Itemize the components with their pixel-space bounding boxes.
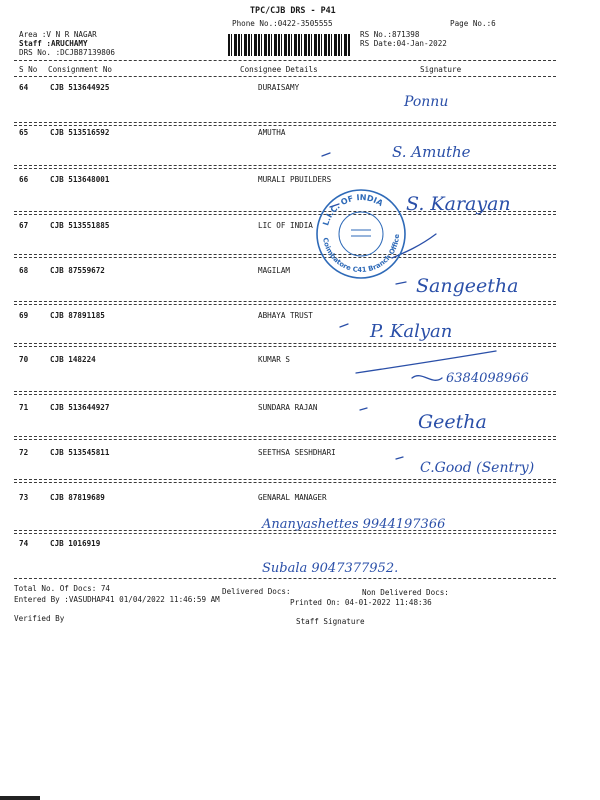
row-consignee: LIC OF INDIA [258,221,313,230]
phone-number: Phone No.:0422-3505555 [232,19,333,28]
signature-amutha: S. Amuthe [392,143,471,161]
stamp-top-text: L.I.C. OF INDIA [321,192,385,227]
row-sno: 65 [19,128,29,137]
signature-sundara: Geetha [418,411,487,433]
row-sno: 74 [19,539,29,548]
row-consignment: CJB 148224 [50,355,96,364]
row-consignee: SEETHSA SESHDHARI [258,448,336,457]
drs-number: DRS No. :DCJB87139806 [19,48,116,57]
rs-date: RS Date:04-Jan-2022 [360,39,447,48]
row-consignment: CJB 513644925 [50,83,110,92]
row-sno: 73 [19,493,29,502]
column-consignment: Consignment No [48,65,113,74]
signature-kumar-phone: 6384098966 [446,371,529,386]
row-consignment: CJB 87559672 [50,266,105,275]
row-sno: 66 [19,175,29,184]
row-consignment: CJB 513644927 [50,403,110,412]
row-consignee: ABHAYA TRUST [258,311,313,320]
column-signature: Signature [420,65,462,74]
delivered-docs: Delivered Docs: [222,587,291,596]
row-consignment: CJB 87891185 [50,311,105,320]
row-consignment: CJB 1016919 [50,539,101,548]
column-sno: S No [19,65,38,74]
row-sno: 68 [19,266,29,275]
row-consignee: SUNDARA RAJAN [258,403,318,412]
rs-number: RS No.:871398 [360,30,420,39]
row-sno: 67 [19,221,29,230]
stamp-inner-ring [339,212,383,256]
signature-murali: S. Karayan [406,193,511,215]
row-sno: 64 [19,83,29,92]
printed-on: Printed On: 04-01-2022 11:48:36 [290,598,432,607]
tick-mark [322,153,330,156]
row-consignee: KUMAR S [258,355,291,364]
verified-by: Verified By [14,614,65,623]
row-consignment: CJB 513545811 [50,448,110,457]
tick-mark [396,282,406,284]
entered-by: Entered By :VASUDHAP41 01/04/2022 11:46:59 AM [14,595,220,604]
non-delivered-docs: Non Delivered Docs: [362,588,449,597]
document-title: TPC/CJB DRS - P41 [250,5,336,15]
total-docs: Total No. Of Docs: 74 [14,584,111,593]
row-sno: 72 [19,448,29,457]
column-consignee: Consignee Details [240,65,318,74]
row-consignment: CJB 513516592 [50,128,110,137]
row-sno: 70 [19,355,29,364]
signature-row-74: Subala 9047377952. [262,561,399,576]
signature-kumar-stroke [356,351,496,373]
lic-stamp [313,186,409,282]
row-consignee: DURAISAMY [258,83,300,92]
row-sno: 69 [19,311,29,320]
row-consignee: MAGILAM [258,266,291,275]
page-number: Page No.:6 [450,19,496,28]
signature-general-manager: Ananyashettes 9944197366 [262,517,446,532]
staff-signature: Staff Signature [296,617,365,626]
signature-abhaya: P. Kalyan [370,321,453,342]
stamp-outer-ring [317,190,405,278]
stamp-center-mark [351,230,371,236]
row-consignment: CJB 513648001 [50,175,110,184]
signature-magilam: Sangeetha [416,275,519,297]
row-consignee: GENARAL MANAGER [258,493,327,502]
signature-kumar-scrawl [412,376,442,381]
row-consignment: CJB 513551885 [50,221,110,230]
row-consignment: CJB 87819689 [50,493,105,502]
signature-ponnu: Ponnu [404,94,449,110]
tick-mark [360,408,367,410]
scan-artifact [0,796,40,800]
tick-mark [396,457,403,459]
stamp-bottom-text: Coimbatore C41 Branch Office [321,233,402,275]
staff: Staff :ARUCHAMY [19,39,88,48]
area: Area :V N R NAGAR [19,30,97,39]
row-consignee: AMUTHA [258,128,286,137]
tick-mark [340,324,348,327]
row-sno: 71 [19,403,29,412]
row-consignee: MURALI PBUILDERS [258,175,332,184]
signature-seethsa: C.Good (Sentry) [420,460,535,476]
